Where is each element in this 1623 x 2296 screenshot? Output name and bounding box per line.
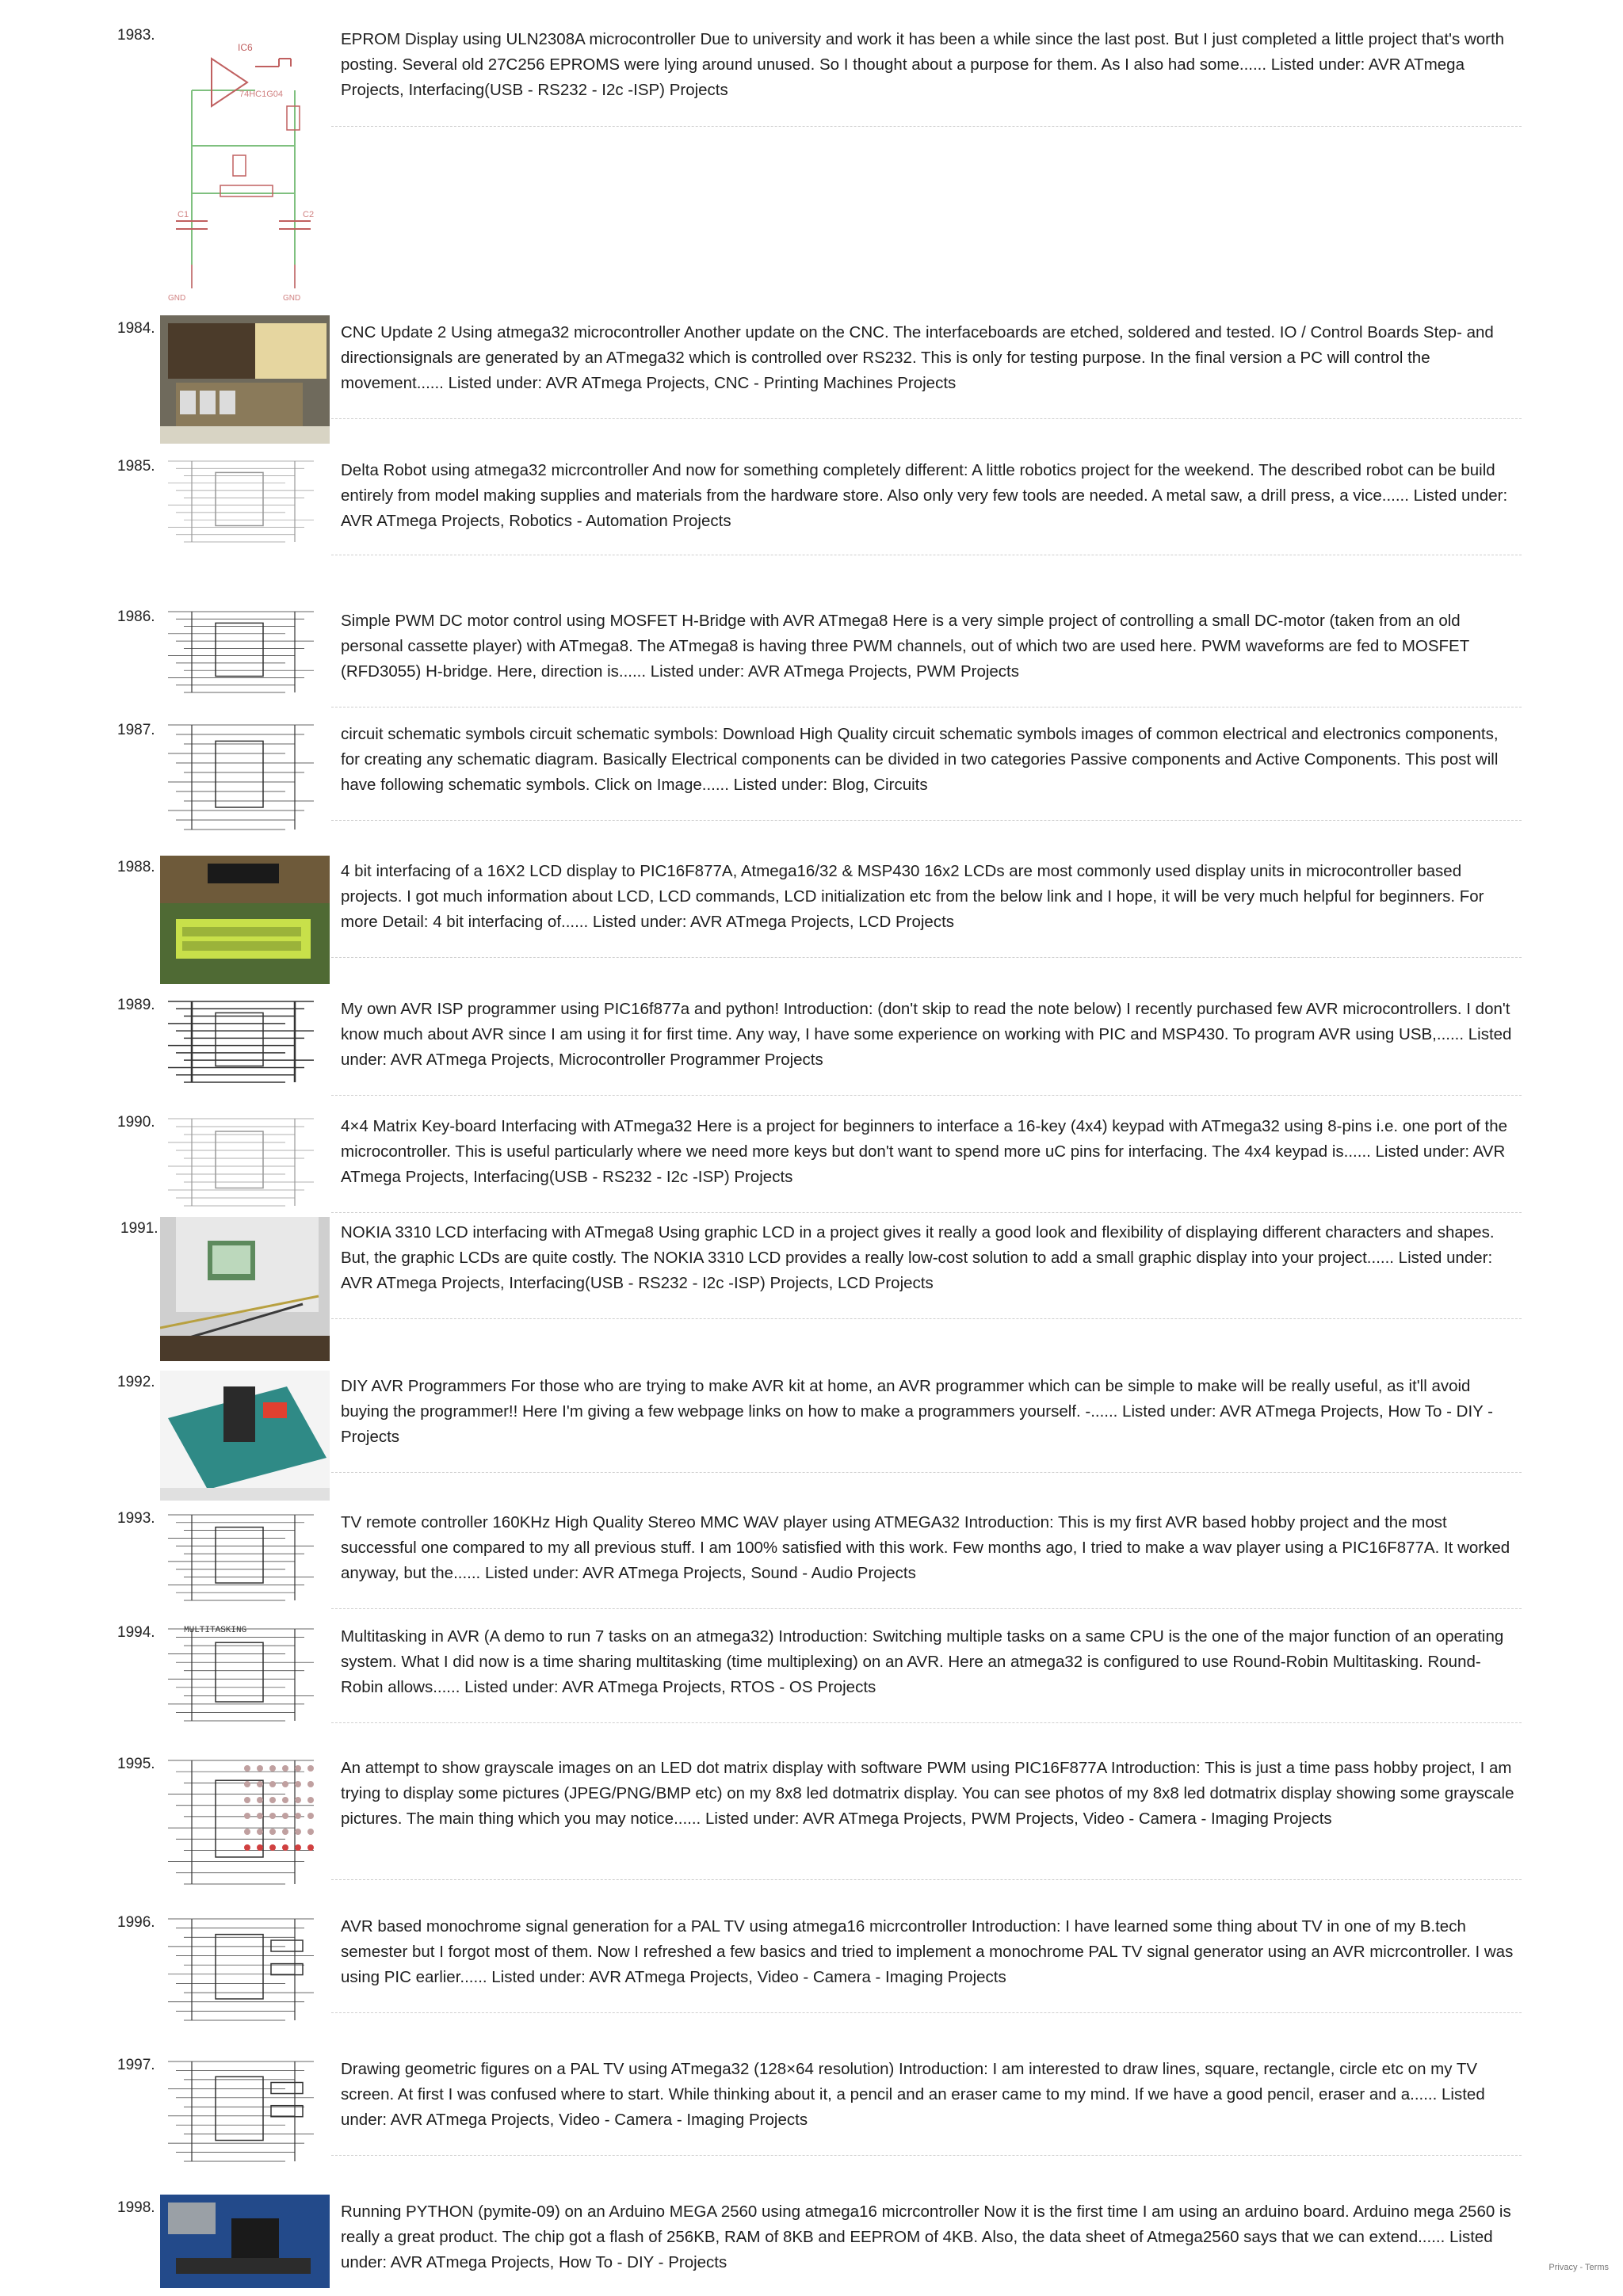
entry-number: 1986. bbox=[117, 608, 155, 625]
entry-number: 1995. bbox=[117, 1756, 155, 1772]
entry-thumbnail[interactable] bbox=[160, 453, 330, 550]
entry-description-link[interactable]: AVR based monochrome signal generation for a PAL TV using atmega16 micrcontroller Introduction: I have learned some thing about TV in one of my B.tech semester but I forgot most of them. Now I refreshed a few basics and tried to implement a monochrome PAL TV signal generator using an AVR micrcontroller. I was using PIC earlier...... Listed under: AVR ATmega Projects, Video - Camera - Imaging Projects bbox=[341, 1917, 1514, 1986]
svg-text:GND: GND bbox=[168, 294, 186, 303]
entry-separator bbox=[331, 418, 1522, 419]
entry-number: 1983. bbox=[117, 27, 155, 44]
entry-number: 1998. bbox=[117, 2199, 155, 2216]
entry-number: 1993. bbox=[117, 1510, 155, 1527]
svg-text:74HC1G04: 74HC1G04 bbox=[239, 90, 284, 99]
entry-number: 1992. bbox=[117, 1374, 155, 1390]
entry-description-link[interactable]: My own AVR ISP programmer using PIC16f877a and python! Introduction: (don't skip to read the note below) I recently purchased few AVR microcontrollers. I don't know much about AVR since I am using it for first time. Any way, I have some experience on working with PIC and MSP430. To program AVR using USB,...... Listed under: AVR ATmega Projects, Microcontroller Programmer Projects bbox=[341, 1000, 1512, 1069]
entry-separator bbox=[331, 1318, 1522, 1319]
entry-description-link[interactable]: EPROM Display using ULN2308A microcontroller Due to university and work it has been a while since the last post. But I just completed a little project that's worth posting. Several old 27C256 EPROMS were lying around unused. So I thought about a purpose for them. As I also had some...... Listed under: AVR ATmega Projects, Interfacing(USB - RS232 - I2c -ISP) Projects bbox=[341, 30, 1505, 99]
entry-thumbnail[interactable] bbox=[160, 1111, 330, 1214]
entry-number: 1989. bbox=[117, 997, 155, 1013]
entry-separator bbox=[331, 1095, 1522, 1096]
entry-number: 1988. bbox=[117, 859, 155, 875]
entry-description-link[interactable]: Drawing geometric figures on a PAL TV using ATmega32 (128×64 resolution) Introduction: I am interested to draw lines, square, rectangle, circle etc on my TV screen. At first I was confused where to start. While thinking about it, a pencil and an eraser came to my mind. If we have a good pencil, eraser and a...... Listed under: AVR ATmega Projects, Video - Camera - Imaging Projects bbox=[341, 2060, 1485, 2129]
entry-description-link[interactable]: TV remote controller 160KHz High Quality Stereo MMC WAV player using ATMEGA32 Introduction: This is my first AVR based hobby project and the most successful one compared to my all previous stuff. I am 100% satisfied with this work. Few months ago, I tried to make a wav player using a PIC16F877A. It worked anyway, but the...... Listed under: AVR ATmega Projects, Sound - Audio Projects bbox=[341, 1513, 1510, 1582]
footer-sep: - bbox=[1577, 2263, 1586, 2272]
entry-separator bbox=[331, 126, 1522, 127]
entry-separator bbox=[331, 820, 1522, 821]
svg-text:C2: C2 bbox=[303, 210, 315, 219]
entry-thumbnail[interactable] bbox=[160, 717, 330, 837]
svg-text:C1: C1 bbox=[178, 210, 189, 219]
entry-thumbnail[interactable] bbox=[160, 2054, 330, 2169]
entry-thumbnail[interactable] bbox=[160, 994, 330, 1090]
entry-description-link[interactable]: 4 bit interfacing of a 16X2 LCD display to PIC16F877A, Atmega16/32 & MSP430 16x2 LCDs are most commonly used display units in microcontroller based projects. I got much information about LCD, LCD commands, LCD initialization etc from the below link and I hope, it will be very much helpful for beginners. For more Detail: 4 bit interfacing of...... Listed under: AVR ATmega Projects, LCD Projects bbox=[341, 862, 1484, 931]
entry-thumbnail[interactable] bbox=[160, 1507, 330, 1608]
entry-separator bbox=[331, 1608, 1522, 1609]
entry-description-link[interactable]: 4×4 Matrix Key-board Interfacing with ATmega32 Here is a project for beginners to interface a 16-key (4x4) keypad with ATmega32 using 8-pins i.e. one port of the microcontroller. This is useful particularly where we need more keys but don't want to spend more uC pins for interfacing. The 4x4 keypad is...... Listed under: AVR ATmega Projects, Interfacing(USB - RS232 - I2c -ISP) Projects bbox=[341, 1117, 1508, 1186]
entry-separator bbox=[331, 1472, 1522, 1473]
svg-text:IC6: IC6 bbox=[238, 42, 253, 53]
entry-description-link[interactable]: circuit schematic symbols circuit schematic symbols: Download High Quality circuit schematic symbols images of common electrical and electronics components, for creating any schematic diagram. Basically Electrical components can be divided in two categories Passive components and Active Components. This post will have following schematic symbols. Click on Image...... Listed under: Blog, Circuits bbox=[341, 725, 1499, 794]
svg-text:GND: GND bbox=[283, 294, 301, 303]
entry-thumbnail[interactable] bbox=[160, 2195, 330, 2288]
entry-number: 1987. bbox=[117, 722, 155, 738]
entry-thumbnail[interactable] bbox=[160, 1371, 330, 1501]
privacy-link[interactable]: Privacy bbox=[1549, 2263, 1578, 2272]
entry-thumbnail[interactable] bbox=[160, 1621, 330, 1729]
entry-thumbnail[interactable] bbox=[160, 1911, 330, 2028]
entry-description-link[interactable]: DIY AVR Programmers For those who are trying to make AVR kit at home, an AVR programmer which can be simple to make will be really useful, as it'll avoid buying the programmer!! Here I'm giving a few webpage links on how to make a programmers yourself. -...... Listed under: AVR ATmega Projects, How To - DIY - Projects bbox=[341, 1377, 1493, 1446]
entry-description-link[interactable]: NOKIA 3310 LCD interfacing with ATmega8 Using graphic LCD in a project gives it really a good look and flexibility of displaying different characters and shapes. But, the graphic LCDs are quite costly. The NOKIA 3310 LCD provides a really low-cost solution to add a small graphic display into your project...... Listed under: AVR ATmega Projects, Interfacing(USB - RS232 - I2c -ISP) Projects, LCD Projects bbox=[341, 1223, 1495, 1292]
entry-description-link[interactable]: Delta Robot using atmega32 micrcontroller And now for something completely different: A little robotics project for the weekend. The described robot can be build entirely from model making supplies and materials from the hardware store. Also only very few tools are needed. A metal saw, a drill press, a vice...... Listed under: AVR ATmega Projects, Robotics - Automation Projects bbox=[341, 461, 1508, 530]
entry-description-link[interactable]: An attempt to show grayscale images on an LED dot matrix display with software PWM using PIC16F877A Introduction: This is just a time pass hobby project, I am trying to display some pictures (JPEG/PNG/BMP etc) on my 8x8 led dotmatrix display. You can see photos of my 8x8 led dotmatrix display showing some grayscale pictures. The main thing which you may notice...... Listed under: AVR ATmega Projects, PWM Projects, Video - Camera - Imaging Projects bbox=[341, 1759, 1514, 1828]
entry-separator bbox=[331, 2012, 1522, 2013]
entry-number: 1994. bbox=[117, 1624, 155, 1641]
entry-number: 1991. bbox=[120, 1220, 158, 1237]
entry-separator bbox=[331, 957, 1522, 958]
entry-number: 1984. bbox=[117, 320, 155, 337]
entry-number: 1996. bbox=[117, 1914, 155, 1931]
entry-thumbnail[interactable] bbox=[160, 1753, 330, 1892]
terms-link[interactable]: Terms bbox=[1585, 2263, 1609, 2272]
entry-description-link[interactable]: Running PYTHON (pymite-09) on an Arduino MEGA 2560 using atmega16 micrcontroller Now it is the first time I am using an arduino board. Arduino mega 2560 is really a great product. The chip got a flash of 256KB, RAM of 8KB and EEPROM of 4KB. Also, the data sheet of Atmega2560 says that we can extend...... Listed under: AVR ATmega Projects, How To - DIY - Projects bbox=[341, 2203, 1511, 2271]
entry-thumbnail[interactable] bbox=[160, 1217, 330, 1361]
entry-thumbnail[interactable] bbox=[160, 27, 330, 303]
recaptcha-footer bbox=[1549, 2263, 1609, 2272]
entry-number: 1997. bbox=[117, 2057, 155, 2073]
svg-text:MULTITASKING: MULTITASKING bbox=[184, 1626, 247, 1635]
entry-description-link[interactable]: Simple PWM DC motor control using MOSFET H-Bridge with AVR ATmega8 Here is a very simple project of controlling a small DC-motor (taken from an old personal cassette player) with ATmega8. The ATmega8 is having three PWM channels, out of which two are used here. PWM waveforms are fed to MOSFET (RFD3055) H-bridge. Here, direction is...... Listed under: AVR ATmega Projects, PWM Projects bbox=[341, 612, 1469, 681]
entry-number: 1990. bbox=[117, 1114, 155, 1131]
entry-thumbnail[interactable] bbox=[160, 315, 330, 444]
entry-separator bbox=[331, 1722, 1522, 1723]
entry-thumbnail[interactable] bbox=[160, 604, 330, 700]
entry-description-link[interactable]: CNC Update 2 Using atmega32 microcontroller Another update on the CNC. The interfaceboards are etched, soldered and tested. IO / Control Boards Step- and directionsignals are generated by an ATmega32 which is controlled over RS232. This is only for testing purpose. In the final version a PC will control the movement...... Listed under: AVR ATmega Projects, CNC - Printing Machines Projects bbox=[341, 323, 1494, 392]
entry-separator bbox=[331, 1212, 1522, 1213]
entry-separator bbox=[331, 1879, 1522, 1880]
entry-separator bbox=[331, 2155, 1522, 2156]
entry-thumbnail[interactable] bbox=[160, 856, 330, 984]
entry-description-link[interactable]: Multitasking in AVR (A demo to run 7 tasks on an atmega32) Introduction: Switching multiple tasks on a same CPU is the one of the major function of an operating system. What I did now is a time sharing multitasking (time multiplexing) on an AVR. Here an atmega32 is configured to use Round-Robin Multitasking. Round-Robin allows...... Listed under: AVR ATmega Projects, RTOS - OS Projects bbox=[341, 1627, 1504, 1696]
entry-number: 1985. bbox=[117, 458, 155, 475]
